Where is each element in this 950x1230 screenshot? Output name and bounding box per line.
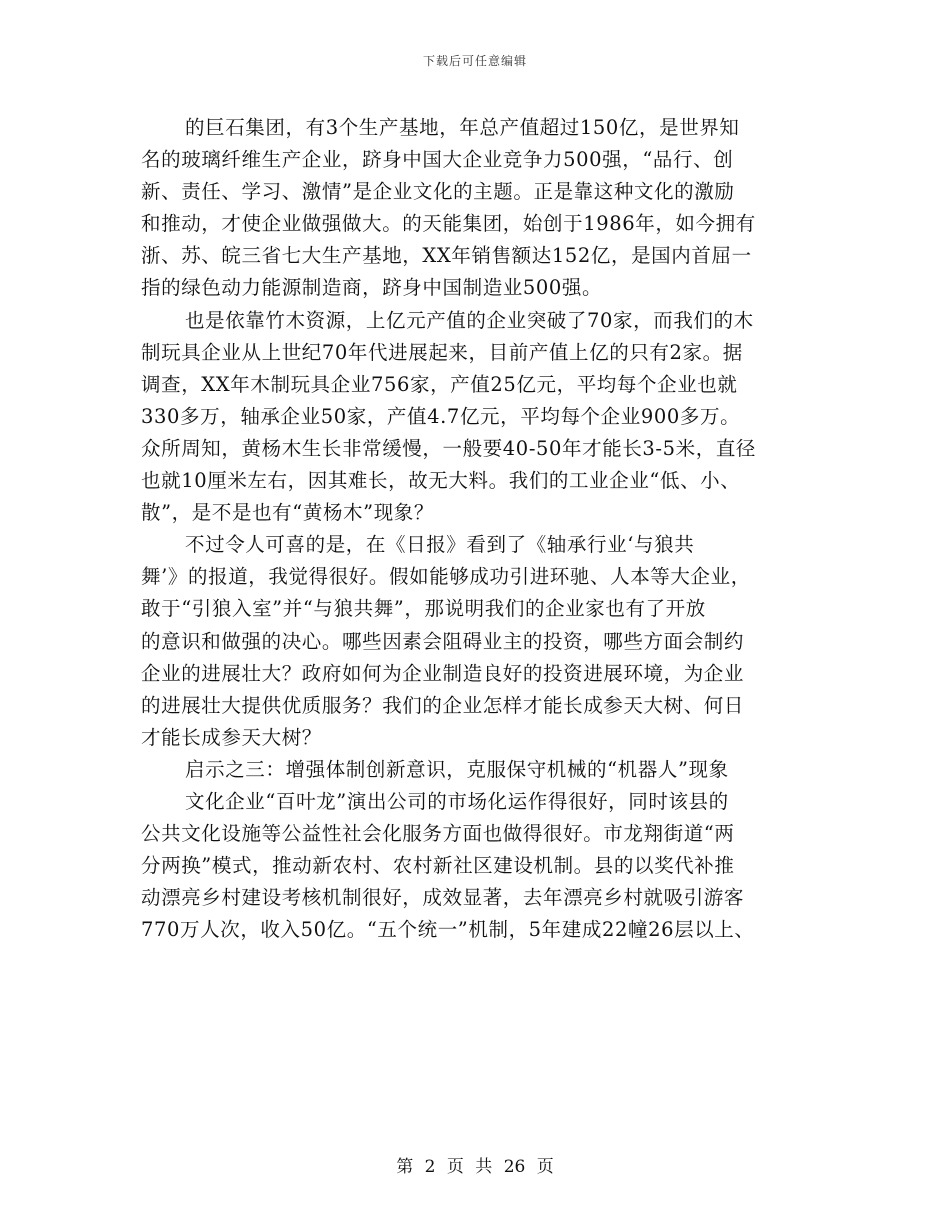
section-heading: 启示之三：增强体制创新意识，克服保守机械的“机器人”现象: [185, 757, 729, 781]
text-line: 330多万，轴承企业50家，产值4.7亿元，平均每个企业900多万。: [141, 404, 741, 428]
text-line: 企业的进展壮大？政府如何为企业制造良好的投资进展环境，为企业: [141, 661, 745, 685]
text-line: 770万人次，收入50亿。“五个统一”机制，5年建成22幢26层以上、: [141, 918, 755, 942]
text-line: 也就10厘米左右，因其难长，故无大料。我们的工业企业“低、小、: [141, 469, 741, 493]
document-body: [141, 112, 821, 946]
text-line: 众所周知，黄杨木生长非常缓慢，一般要40-50年才能长3-5米，直径: [141, 436, 757, 460]
text-line: 动漂亮乡村建设考核机制很好，成效显著，去年漂亮乡村就吸引游客: [141, 886, 745, 910]
page-number-footer: 第 2 页 共 26 页: [396, 1157, 554, 1177]
text-line: 和推动，才使企业做强做大。的天能集团，始创于1986年，如今拥有: [141, 212, 756, 236]
text-line: 敢于“引狼入室”并“与狼共舞”，那说明我们的企业家也有了开放: [141, 597, 706, 621]
text-line: 制玩具企业从上世纪70年代进展起来，目前产值上亿的只有2家。据: [141, 340, 743, 364]
text-line: 的巨石集团，有3个生产基地，年总产值超过150亿，是世界知: [185, 116, 740, 139]
text-line: 公共文化设施等公益性社会化服务方面也做得很好。市龙翔街道“两: [141, 822, 735, 846]
text-line: 文化企业“百叶龙”演出公司的市场化运作得很好，同时该县的: [185, 789, 729, 813]
text-line: 名的玻璃纤维生产企业，跻身中国大企业竞争力500强，“品行、创: [141, 148, 734, 172]
text-line: 新、责任、学习、激情”是企业文化的主题。正是靠这种文化的激励: [141, 180, 735, 204]
text-line: 才能长成参天大树？: [141, 725, 322, 749]
text-line: 指的绿色动力能源制造商，跻身中国制造业500强。: [141, 276, 603, 300]
text-line: 的意识和做强的决心。哪些因素会阻碍业主的投资，哪些方面会制约: [141, 629, 745, 653]
text-line: 散”，是不是也有“黄杨木”现象？: [141, 501, 435, 525]
page-header: 下载后可任意编辑: [422, 54, 527, 68]
text-line: 分两换”模式，推动新农村、农村新社区建设机制。县的以奖代补推: [141, 854, 735, 878]
text-line: 调查，XX年木制玩具企业756家，产值25亿元，平均每个企业也就: [141, 372, 738, 396]
text-line: 不过令人可喜的是，在《日报》看到了《轴承行业‘与狼共: [185, 533, 695, 557]
text-line: 浙、苏、皖三省七大生产基地，XX年销售额达152亿，是国内首屈一: [141, 244, 752, 268]
text-line: 舞’》的报道，我觉得很好。假如能够成功引进环驰、人本等大企业，: [141, 565, 751, 589]
text-line: 也是依靠竹木资源，上亿元产值的企业突破了70家，而我们的木: [185, 308, 754, 332]
text-line: 的进展壮大提供优质服务？我们的企业怎样才能长成参天大树、何日: [141, 693, 745, 717]
